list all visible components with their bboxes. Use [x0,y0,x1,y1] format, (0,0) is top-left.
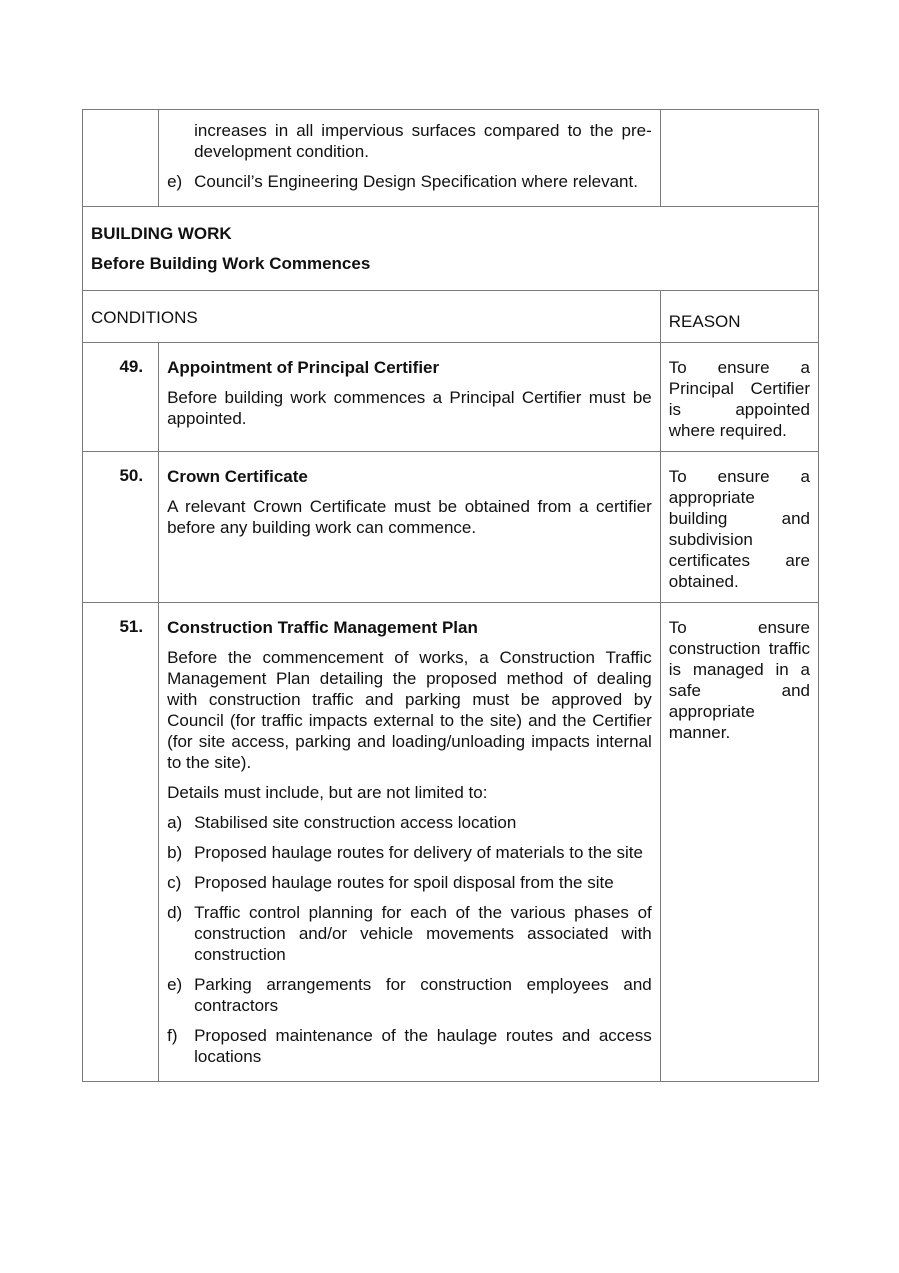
item-marker: e) [167,172,183,191]
continued-number-cell [83,110,159,207]
list-item [167,1025,652,1067]
conditions-table [82,109,819,1082]
condition-title: Construction Traffic Management Plan [167,618,478,637]
item-text: Parking arrangements for construction employees and contractors [194,975,652,1015]
condition-title: Appointment of Principal Certifier [167,358,440,377]
condition-reason: To ensure a appropriate building and subdivision certificates are obtained. [660,452,818,603]
item-marker: c) [167,873,182,892]
item-marker: f) [167,1026,178,1045]
section-subheading: Before Building Work Commences [91,254,371,273]
continued-body-cell [159,110,661,207]
condition-body [159,452,661,603]
item-marker: e) [167,975,183,994]
list-item [167,872,652,893]
section-row [83,207,819,291]
condition-number: 50. [83,452,159,603]
item-text: Proposed haulage routes for spoil disposal from the site [194,873,614,892]
condition-paragraph: Before building work commences a Principal Certifier must be appointed. [167,388,652,428]
item-text: Proposed maintenance of the haulage routes and access locations [194,1026,652,1066]
condition-reason: To ensure a Principal Certifier is appointed where required. [660,343,818,452]
list-item [167,902,652,965]
item-text: Council’s Engineering Design Specification where relevant. [194,172,638,191]
condition-body [159,343,661,452]
continued-reason-cell [660,110,818,207]
section-heading: BUILDING WORK [91,224,232,243]
list-item [167,974,652,1016]
item-marker: a) [167,813,183,832]
item-text: Proposed haulage routes for delivery of materials to the site [194,843,643,862]
item-text: Stabilised site construction access location [194,813,517,832]
condition-row-49 [83,343,819,452]
continued-row [83,110,819,207]
continued-line-text: increases in all impervious surfaces compared to the pre-development condition. [194,121,652,161]
condition-number: 49. [83,343,159,452]
continued-item-e [167,171,652,192]
condition-row-51 [83,603,819,1082]
conditions-header: CONDITIONS [83,291,661,343]
condition-paragraph: A relevant Crown Certificate must be obtained from a certifier before any building work can commence. [167,497,652,537]
condition-body [159,603,661,1082]
condition-paragraph: Before the commencement of works, a Construction Traffic Management Plan detailing the proposed method of dealing with construction traffic and parking must be approved by Council (for traffic impacts external to the site) and the Certifier (for site access, parking and loading/unloading impacts internal to the site). [167,648,652,772]
list-item [167,812,652,833]
continued-line [167,120,652,162]
column-header-row [83,291,819,343]
item-marker: d) [167,903,183,922]
condition-title: Crown Certificate [167,467,308,486]
condition-reason: To ensure construction traffic is managed in a safe and appropriate manner. [660,603,818,1082]
item-text: Traffic control planning for each of the various phases of construction and/or vehicle movements associated with construction [194,903,652,964]
condition-paragraph: Details must include, but are not limited to: [167,783,488,802]
section-cell [83,207,819,291]
condition-row-50 [83,452,819,603]
condition-number: 51. [83,603,159,1082]
item-marker: b) [167,843,183,862]
list-item [167,842,652,863]
reason-header: REASON [660,291,818,343]
